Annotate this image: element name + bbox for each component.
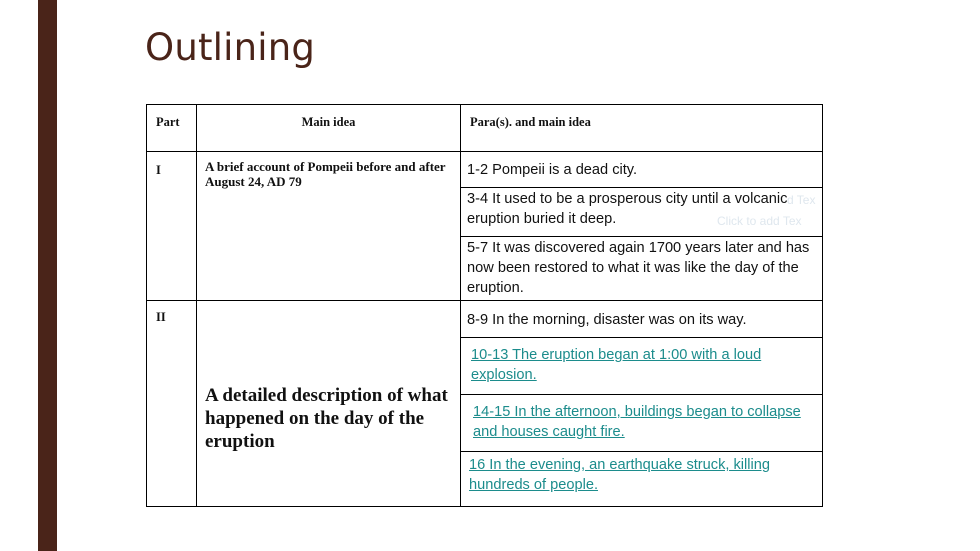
part-number: II (147, 301, 197, 507)
table-row (147, 301, 823, 338)
main-idea-text: A detailed description of what happened on the day of the eruption (205, 385, 448, 452)
para-cell: 5-7 It was discovered again 1700 years later and has now been restored to what it was like the day of the eruption. (461, 237, 823, 301)
outline-table (146, 104, 823, 507)
para-cell: 1-2 Pompeii is a dead city. (461, 152, 823, 188)
para-text: 3-4 It used to be a prosperous city until a volcanic eruption buried it deep. (467, 191, 788, 227)
header-paras: Para(s). and main idea (461, 105, 823, 152)
para-cell (461, 188, 823, 237)
part-number: I (147, 152, 197, 301)
para-cell: 8-9 In the morning, disaster was on its way. (461, 301, 823, 338)
main-idea-cell (197, 301, 461, 507)
header-part: Part (147, 105, 197, 152)
header-main-idea: Main idea (197, 105, 461, 152)
para-link[interactable]: 14-15 In the afternoon, buildings began to collapse and houses caught fire. (461, 395, 823, 452)
table-header-row (147, 105, 823, 152)
table-row (147, 152, 823, 188)
main-idea-cell: A brief account of Pompeii before and after August 24, AD 79 (197, 152, 461, 301)
para-link[interactable]: 10-13 The eruption began at 1:00 with a loud explosion. (461, 338, 823, 395)
left-accent-bar (38, 0, 57, 551)
slide-title: Outlining (145, 26, 316, 69)
para-link[interactable]: 16 In the evening, an earthquake struck, killing hundreds of people. (461, 452, 823, 507)
placeholder-ghost-text: Click to add Tex (717, 214, 802, 228)
placeholder-ghost-text: d Tex (787, 193, 816, 207)
